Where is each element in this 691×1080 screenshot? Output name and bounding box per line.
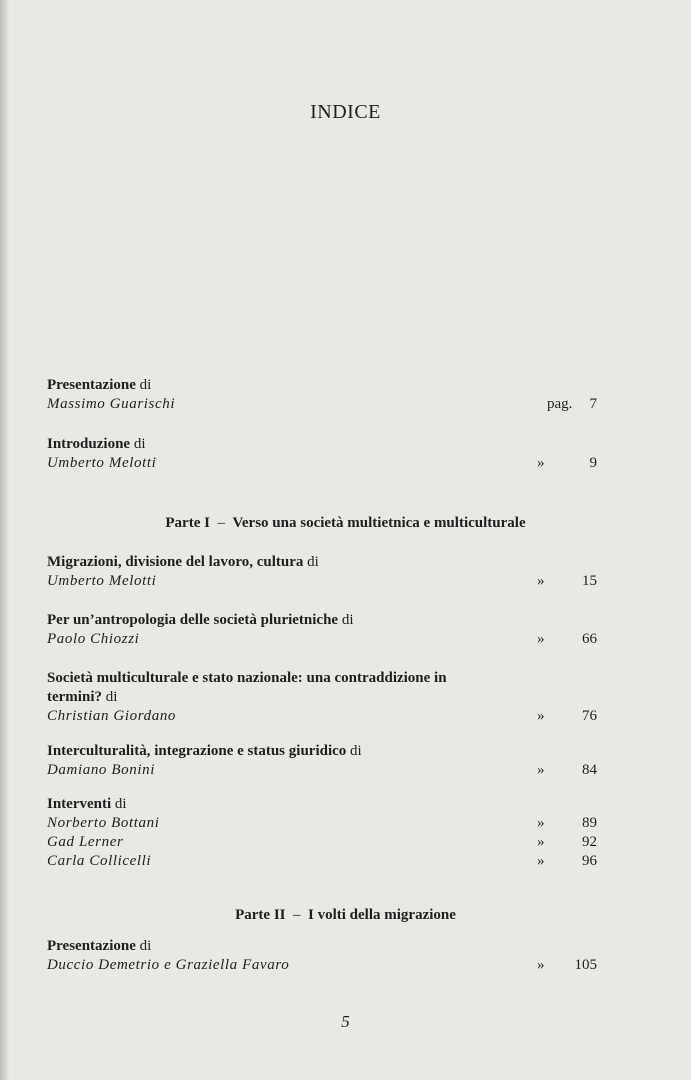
page-ref <box>537 956 597 975</box>
part-title: I volti della migrazione <box>308 907 456 923</box>
page-marker: pag. <box>547 396 573 412</box>
page-ref <box>547 395 597 414</box>
toc-entry <box>47 611 597 649</box>
page-number: 92 <box>582 834 597 850</box>
page-number: 96 <box>582 853 597 869</box>
page-ref <box>537 572 597 591</box>
page-ref <box>537 707 597 726</box>
entry-suffix: di <box>135 938 152 954</box>
page-marker: » <box>537 708 545 724</box>
entry-suffix: di <box>338 612 354 628</box>
page-ref <box>537 833 597 852</box>
author-name: Gad Lerner <box>47 834 124 850</box>
toc-entry <box>47 376 597 414</box>
page-title: INDICE <box>310 101 381 123</box>
entry-heading: Introduzione <box>47 436 131 452</box>
entry-heading: Per un’antropologia delle società plurietniche <box>47 612 339 628</box>
toc-entry <box>47 435 597 473</box>
author-name: Paolo Chiozzi <box>47 631 140 647</box>
author-row <box>47 707 597 726</box>
author-row <box>47 956 597 975</box>
entry-heading: Presentazione <box>47 938 136 954</box>
author-name: Umberto Melotti <box>47 573 157 589</box>
author-row <box>47 395 597 414</box>
toc-entry <box>47 742 597 780</box>
page-number-footer: 5 <box>341 1012 350 1031</box>
page-number: 9 <box>589 455 597 471</box>
author-row <box>47 761 597 780</box>
entry-suffix: di <box>303 554 319 570</box>
entry-heading: Presentazione <box>47 377 136 393</box>
page-marker: » <box>537 762 545 778</box>
page-ref <box>537 454 597 473</box>
page-ref <box>537 761 597 780</box>
page-number: 7 <box>589 396 597 412</box>
page-number: 66 <box>582 631 597 647</box>
page-marker: » <box>537 631 545 647</box>
author-row <box>47 572 597 591</box>
page-number: 89 <box>582 815 597 831</box>
toc-entry <box>47 937 597 975</box>
entry-heading: Interculturalità, integrazione e status giuridico <box>47 743 347 759</box>
author-name: Norberto Bottani <box>47 815 160 831</box>
author-name: Christian Giordano <box>47 708 177 724</box>
author-row <box>47 833 597 852</box>
toc-entry <box>47 795 597 871</box>
part-heading <box>0 515 691 532</box>
author-name: Damiano Bonini <box>47 762 155 778</box>
author-name: Duccio Demetrio e Graziella Favaro <box>47 957 290 973</box>
page-ref <box>537 814 597 833</box>
page-number: 76 <box>582 708 597 724</box>
entry-heading: Interventi <box>47 796 112 812</box>
part-heading <box>0 907 691 924</box>
page-ref <box>537 852 597 871</box>
page-marker: » <box>537 834 545 850</box>
page-marker: » <box>537 455 545 471</box>
author-name: Massimo Guarischi <box>47 396 176 412</box>
toc-entry <box>47 553 597 591</box>
page-marker: » <box>537 815 545 831</box>
part-dash: – <box>293 907 301 923</box>
entry-suffix: di <box>111 796 127 812</box>
page-number: 15 <box>582 573 597 589</box>
part-label: Parte II <box>235 907 286 923</box>
part-label: Parte I <box>165 515 210 531</box>
author-row <box>47 852 597 871</box>
entry-heading-cont: termini? <box>47 689 102 705</box>
part-title: Verso una società multietnica e multiculturale <box>232 515 526 531</box>
author-row <box>47 814 597 833</box>
entry-suffix: di <box>346 743 362 759</box>
part-dash: – <box>217 515 225 531</box>
entry-heading: Società multiculturale e stato nazionale: una contraddizione in <box>47 670 447 686</box>
entry-heading: Migrazioni, divisione del lavoro, cultura <box>47 554 304 570</box>
author-row <box>47 630 597 649</box>
author-row <box>47 454 597 473</box>
page-number: 105 <box>574 957 597 973</box>
page-marker: » <box>537 957 545 973</box>
toc-entry <box>47 669 597 726</box>
entry-suffix: di <box>130 436 146 452</box>
page-marker: » <box>537 573 545 589</box>
entry-suffix: di <box>101 689 118 705</box>
entry-suffix: di <box>135 377 152 393</box>
author-name: Umberto Melotti <box>47 455 157 471</box>
author-name: Carla Collicelli <box>47 853 152 869</box>
page-ref <box>537 630 597 649</box>
page-number: 84 <box>582 762 597 778</box>
page-marker: » <box>537 853 545 869</box>
